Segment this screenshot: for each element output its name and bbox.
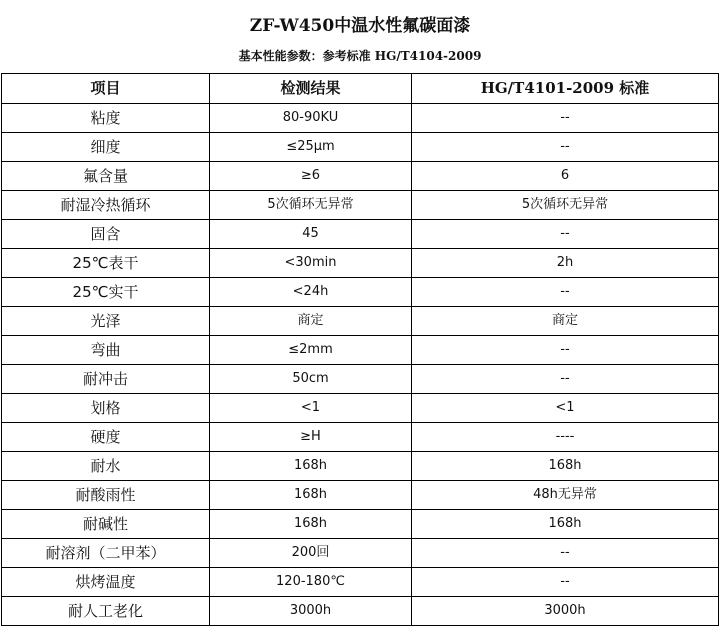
row-standard-value: --	[412, 220, 719, 249]
table-row	[2, 481, 719, 510]
row-item-name: 25℃实干	[2, 278, 210, 307]
row-item-name: 弯曲	[2, 336, 210, 365]
row-test-result: 80-90KU	[210, 104, 412, 133]
row-standard-value: --	[412, 568, 719, 597]
row-item-name: 耐碱性	[2, 510, 210, 539]
header-item: 项目	[2, 74, 210, 104]
row-test-result: 168h	[210, 481, 412, 510]
table-row	[2, 133, 719, 162]
row-standard-value: --	[412, 365, 719, 394]
document-title: ZF-W450中温水性氟碳面漆	[249, 16, 471, 36]
row-item-name: 烘烤温度	[2, 568, 210, 597]
header-test-result: 检测结果	[210, 74, 412, 104]
table-row	[2, 539, 719, 568]
row-test-result: 120-180℃	[210, 568, 412, 597]
row-standard-value: 168h	[412, 452, 719, 481]
row-test-result: 3000h	[210, 597, 412, 626]
row-item-name: 固含	[2, 220, 210, 249]
table-row	[2, 597, 719, 626]
table-body	[2, 104, 719, 626]
row-item-name: 细度	[2, 133, 210, 162]
row-item-name: 耐人工老化	[2, 597, 210, 626]
row-test-result: 50cm	[210, 365, 412, 394]
row-standard-value: 6	[412, 162, 719, 191]
row-standard-value: 168h	[412, 510, 719, 539]
row-standard-value: 2h	[412, 249, 719, 278]
row-test-result: <24h	[210, 278, 412, 307]
table-row	[2, 249, 719, 278]
table-row	[2, 278, 719, 307]
table-header-row	[2, 74, 719, 104]
row-test-result: 200回	[210, 539, 412, 568]
table-row	[2, 365, 719, 394]
table-row	[2, 568, 719, 597]
row-standard-value: --	[412, 539, 719, 568]
row-standard-value: 48h无异常	[412, 481, 719, 510]
row-item-name: 耐湿冷热循环	[2, 191, 210, 220]
row-test-result: <30min	[210, 249, 412, 278]
row-standard-value: --	[412, 133, 719, 162]
table-row	[2, 510, 719, 539]
spec-table	[1, 73, 719, 626]
row-item-name: 光泽	[2, 307, 210, 336]
row-test-result: ≥H	[210, 423, 412, 452]
table-row	[2, 452, 719, 481]
row-test-result: 45	[210, 220, 412, 249]
row-item-name: 划格	[2, 394, 210, 423]
document-subtitle: 基本性能参数：参考标准 HG/T4104-2009	[238, 49, 482, 63]
table-row	[2, 220, 719, 249]
row-test-result: 商定	[210, 307, 412, 336]
row-item-name: 粘度	[2, 104, 210, 133]
table-row	[2, 162, 719, 191]
header-standard: HG/T4101-2009 标准	[412, 74, 719, 104]
table-row	[2, 307, 719, 336]
row-test-result: ≤25μm	[210, 133, 412, 162]
table-row	[2, 191, 719, 220]
row-test-result: <1	[210, 394, 412, 423]
row-test-result: 5次循环无异常	[210, 191, 412, 220]
row-item-name: 耐溶剂（二甲苯）	[2, 539, 210, 568]
row-standard-value: 3000h	[412, 597, 719, 626]
row-item-name: 耐水	[2, 452, 210, 481]
table-row	[2, 104, 719, 133]
row-item-name: 耐冲击	[2, 365, 210, 394]
row-standard-value: 商定	[412, 307, 719, 336]
row-standard-value: ----	[412, 423, 719, 452]
row-standard-value: <1	[412, 394, 719, 423]
table-row	[2, 423, 719, 452]
row-standard-value: 5次循环无异常	[412, 191, 719, 220]
row-item-name: 氟含量	[2, 162, 210, 191]
row-standard-value: --	[412, 336, 719, 365]
row-test-result: ≥6	[210, 162, 412, 191]
row-standard-value: --	[412, 104, 719, 133]
table-row	[2, 336, 719, 365]
row-test-result: ≤2mm	[210, 336, 412, 365]
row-item-name: 25℃表干	[2, 249, 210, 278]
row-test-result: 168h	[210, 510, 412, 539]
row-standard-value: --	[412, 278, 719, 307]
table-row	[2, 394, 719, 423]
row-item-name: 耐酸雨性	[2, 481, 210, 510]
row-item-name: 硬度	[2, 423, 210, 452]
row-test-result: 168h	[210, 452, 412, 481]
